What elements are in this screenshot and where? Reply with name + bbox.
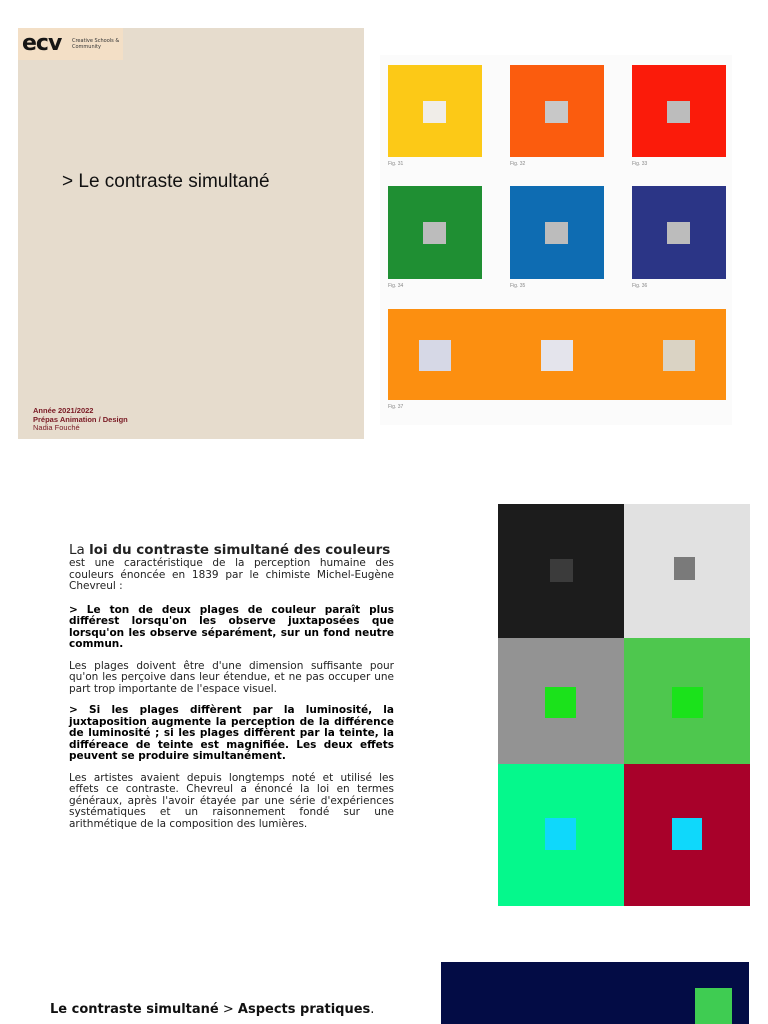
paragraph-three: Les artistes avaient depuis longtemps noté et utilisé les effets ce contraste. Chevreul a énoncé la loi en termes généraux, après l'avoir étayée par une série d'expériences systématiques et un raisonnement fondé sur une arithmétique de la composition des lumières.	[69, 771, 394, 830]
footer-year: Année 2021/2022	[33, 406, 94, 415]
lead-bold: loi du contraste simultané des couleurs	[89, 542, 391, 558]
grid-cell	[498, 764, 624, 906]
slide-footer	[33, 407, 128, 433]
swatch-panel	[380, 55, 732, 425]
grid-inner-square	[672, 687, 703, 718]
title-bold: Aspects pratiques	[237, 1002, 371, 1017]
grid-inner-square	[545, 818, 576, 850]
title-end: .	[370, 1002, 375, 1017]
footer-program: Prépas Animation / Design	[33, 414, 128, 424]
title-slide	[18, 28, 364, 439]
contrast-grid	[498, 504, 750, 906]
practical-aspects-title	[50, 1002, 374, 1017]
grid-inner-square	[672, 818, 702, 850]
slide-title: > Le contraste simultané	[62, 171, 270, 192]
grid-cell	[624, 638, 750, 764]
swatch-caption: Fig. 36	[632, 283, 648, 289]
point-two: > Si les plages diffèrent par la luminosité, la juxtaposition augmente la perception de la différence de luminosité ; si les plages diffèrent par la teinte, la différeace de teinte est magnifiée. Les deux effets peuvent se produire simultanément.	[69, 704, 394, 762]
swatch-inner-square	[541, 340, 573, 371]
swatch-inner-square	[667, 222, 690, 244]
color-swatch	[510, 65, 604, 157]
swatch-caption: Fig. 33	[632, 161, 648, 167]
swatch-inner-square	[419, 340, 451, 371]
swatch-inner-square	[545, 222, 568, 244]
swatch-caption: Fig. 34	[388, 283, 404, 289]
swatch-inner-square	[663, 340, 695, 371]
grid-cell	[498, 504, 624, 638]
swatch-caption: Fig. 37	[388, 404, 404, 410]
practical-aspects-image	[441, 962, 749, 1024]
swatch-inner-square	[667, 101, 690, 123]
color-swatch	[388, 65, 482, 157]
title-prefix: Le contraste simultané	[50, 1002, 219, 1017]
logo-mark: ecv	[22, 31, 62, 56]
color-swatch	[388, 186, 482, 279]
color-swatch	[510, 186, 604, 279]
point-one: > Le ton de deux plages de couleur paraît plus différest lorsqu'on les observe juxtaposées que lorsqu'on les observe séparément, sur un fond neutre commun.	[69, 603, 394, 650]
paragraph-two: Les plages doivent être d'une dimension suffisante pour qu'on les perçoive dans leur étendue, et ne pas occuper une part trop importante de l'espace visuel.	[69, 659, 394, 695]
swatch-caption: Fig. 31	[388, 161, 404, 167]
color-swatch	[632, 65, 726, 157]
logo	[18, 28, 123, 60]
swatch-inner-square	[423, 222, 446, 244]
footer-author: Nadia Fouché	[33, 423, 80, 432]
grid-inner-square	[674, 557, 695, 580]
logo-subtitle: Creative Schools & Community	[72, 38, 120, 50]
grid-cell	[624, 504, 750, 638]
lead-prefix: La	[69, 542, 90, 558]
lead-rest: est une caractéristique de la perception humaine des couleurs énoncée en 1839 par le chimiste Michel-Eugène Chevreul :	[69, 557, 394, 592]
swatch-caption: Fig. 35	[510, 283, 526, 289]
grid-cell	[624, 764, 750, 906]
swatch-inner-square	[423, 101, 446, 123]
green-square	[695, 988, 732, 1024]
contrast-law-text	[69, 543, 394, 840]
grid-inner-square	[550, 559, 573, 582]
color-swatch	[632, 186, 726, 279]
swatch-inner-square	[545, 101, 568, 123]
title-separator: >	[218, 1002, 238, 1017]
grid-inner-square	[545, 687, 576, 718]
wide-color-swatch	[388, 309, 726, 400]
swatch-caption: Fig. 32	[510, 161, 526, 167]
grid-cell	[498, 638, 624, 764]
